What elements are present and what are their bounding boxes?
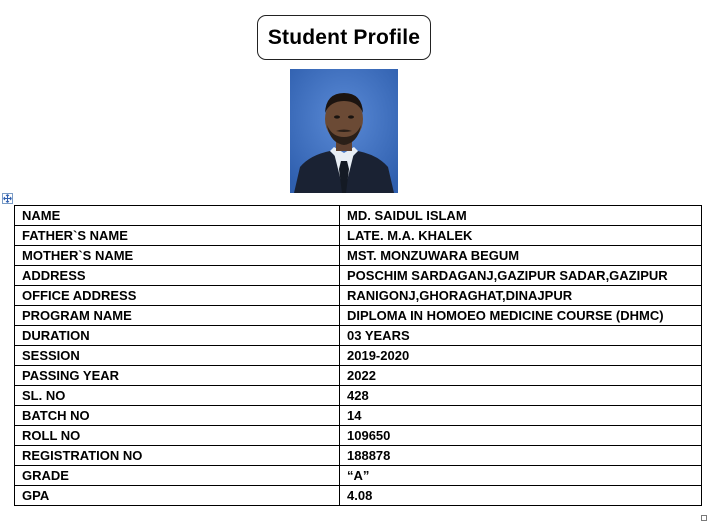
move-arrows-icon — [3, 194, 12, 203]
table-row — [15, 326, 702, 346]
field-label: DURATION — [15, 326, 340, 346]
field-label: ROLL NO — [15, 426, 340, 446]
field-value: 2022 — [340, 366, 702, 386]
field-value: MD. SAIDUL ISLAM — [340, 206, 702, 226]
student-photo-icon — [290, 69, 398, 193]
table-row — [15, 486, 702, 506]
field-label: SESSION — [15, 346, 340, 366]
table-row — [15, 466, 702, 486]
field-value: DIPLOMA IN HOMOEO MEDICINE COURSE (DHMC) — [340, 306, 702, 326]
field-value: RANIGONJ,GHORAGHAT,DINAJPUR — [340, 286, 702, 306]
table-row — [15, 206, 702, 226]
field-label: GRADE — [15, 466, 340, 486]
page-title — [257, 15, 431, 60]
field-label: FATHER`S NAME — [15, 226, 340, 246]
field-label: REGISTRATION NO — [15, 446, 340, 466]
table-row — [15, 226, 702, 246]
field-value: 03 YEARS — [340, 326, 702, 346]
field-label: PASSING YEAR — [15, 366, 340, 386]
field-value: 4.08 — [340, 486, 702, 506]
table-move-handle[interactable] — [2, 193, 13, 204]
table-row — [15, 446, 702, 466]
field-label: PROGRAM NAME — [15, 306, 340, 326]
field-label: OFFICE ADDRESS — [15, 286, 340, 306]
table-row — [15, 306, 702, 326]
field-label: NAME — [15, 206, 340, 226]
field-label: SL. NO — [15, 386, 340, 406]
field-value: “A” — [340, 466, 702, 486]
field-label: ADDRESS — [15, 266, 340, 286]
field-label: BATCH NO — [15, 406, 340, 426]
field-value: 428 — [340, 386, 702, 406]
field-value: MST. MONZUWARA BEGUM — [340, 246, 702, 266]
table-row — [15, 246, 702, 266]
field-value: 109650 — [340, 426, 702, 446]
table-row — [15, 346, 702, 366]
table-resize-handle[interactable] — [701, 515, 707, 521]
table-row — [15, 386, 702, 406]
page-title-text: Student Profile — [267, 25, 421, 49]
table-row — [15, 266, 702, 286]
student-profile-table — [14, 205, 702, 506]
field-value: 14 — [340, 406, 702, 426]
table-row — [15, 406, 702, 426]
field-label: MOTHER`S NAME — [15, 246, 340, 266]
field-label: GPA — [15, 486, 340, 506]
table-row — [15, 286, 702, 306]
field-value: POSCHIM SARDAGANJ,GAZIPUR SADAR,GAZIPUR — [340, 266, 702, 286]
table-row — [15, 366, 702, 386]
student-profile-table-body — [15, 206, 702, 506]
table-row — [15, 426, 702, 446]
field-value: 2019-2020 — [340, 346, 702, 366]
field-value: 188878 — [340, 446, 702, 466]
field-value: LATE. M.A. KHALEK — [340, 226, 702, 246]
student-photo — [290, 69, 398, 193]
